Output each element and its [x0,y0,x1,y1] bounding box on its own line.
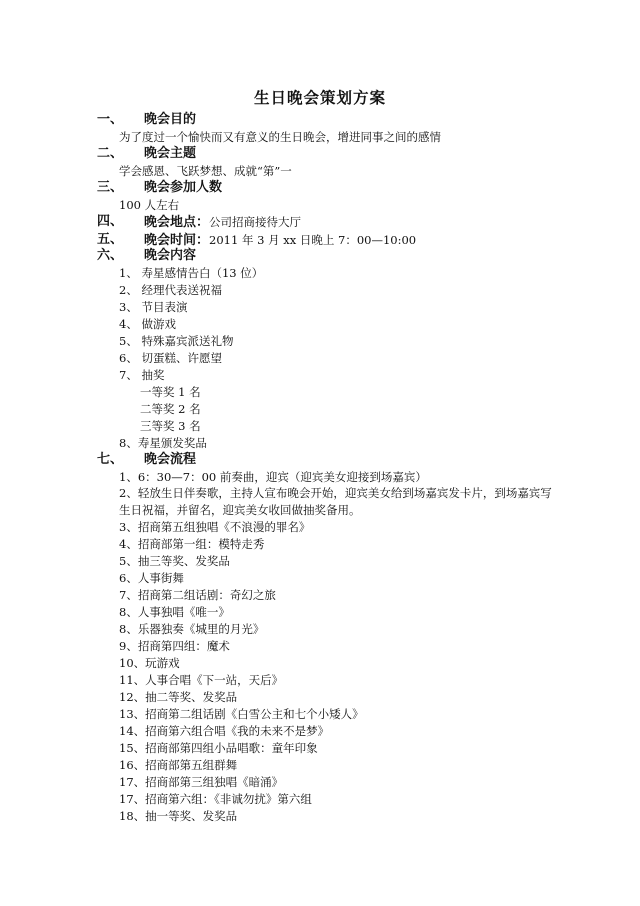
section-number: 一、 [97,112,124,127]
flow-item: 8、乐器独奏《城里的月光》 [119,622,265,636]
list-item: 3、 节目表演 [119,300,188,314]
section-title: 晚会主题 [144,146,197,161]
prize-item: 二等奖 2 名 [140,402,201,416]
flow-item: 15、招商部第四组小品唱歌：童年印象 [119,741,318,755]
section-number: 三、 [97,180,124,195]
list-item: 8、寿星颁发奖品 [119,436,207,450]
flow-item: 12、抽二等奖、发奖品 [119,690,238,704]
section-title: 晚会地点： [144,215,210,230]
flow-item: 2、轻放生日伴奏歌，主持人宣布晚会开始，迎宾美女给到场嘉宾发卡片，到场嘉宾写生日祝福，并留名，迎宾美女收回做抽奖备用。 [119,486,552,517]
attendance-text: 100 人左右 [119,198,180,212]
flow-item: 10、玩游戏 [119,656,180,670]
list-item: 2、 经理代表送祝福 [119,283,222,297]
flow-item: 18、抽一等奖、发奖品 [119,809,238,823]
flow-item: 16、招商部第五组群舞 [119,758,238,772]
list-item: 5、 特殊嘉宾派送礼物 [119,334,234,348]
flow-item: 8、人事独唱《唯一》 [119,605,230,619]
flow-item: 7、招商第二组话剧：奇幻之旅 [119,588,276,602]
flow-item: 17、招商第六组：《非诚勿扰》第六组 [119,792,312,806]
purpose-text: 为了度过一个愉快而又有意义的生日晚会，增进同事之间的感情 [119,130,441,144]
flow-item: 3、招商第五组独唱《不浪漫的罪名》 [119,520,311,534]
list-item: 4、 做游戏 [119,317,176,331]
venue-value: 公司招商接待大厅 [209,215,302,229]
section-number: 七、 [97,452,124,467]
section-title: 晚会时间： [144,233,210,248]
flow-item: 13、招商第二组话剧《白雪公主和七个小矮人》 [119,707,364,721]
flow-item: 17、招商部第三组独唱《暗涌》 [119,775,284,789]
section-title: 晚会流程 [144,452,197,467]
document-title: 生日晚会策划方案 [253,89,386,107]
section-title: 晚会参加人数 [144,180,223,195]
section-title: 晚会内容 [144,248,197,263]
time-value: 2011 年 3 月 xx 日晚上 7：00—10:00 [209,233,417,247]
flow-item: 5、抽三等奖、发奖品 [119,554,230,568]
section-number: 五、 [97,232,124,247]
flow-item: 6、人事街舞 [119,571,184,585]
prize-item: 一等奖 1 名 [140,385,201,399]
list-item: 1、 寿星感情告白（13 位） [119,266,264,280]
flow-item: 11、人事合唱《下一站，天后》 [119,673,284,687]
section-number: 二、 [97,146,124,161]
section-title: 晚会目的 [144,112,197,127]
list-item: 7、 抽奖 [119,368,165,382]
flow-item: 14、招商第六组合唱《我的未来不是梦》 [119,724,330,738]
flow-item: 1、6：30—7：00 前奏曲，迎宾（迎宾美女迎接到场嘉宾） [119,470,427,484]
flow-item: 4、招商部第一组：模特走秀 [119,537,265,551]
section-number: 四、 [97,214,124,229]
prize-item: 三等奖 3 名 [140,419,201,433]
theme-text: 学会感恩、飞跃梦想、成就“第”一 [119,164,292,178]
section-number: 六、 [97,248,124,263]
list-item: 6、 切蛋糕、许愿望 [119,351,222,365]
flow-item: 9、招商第四组：魔术 [119,639,230,653]
